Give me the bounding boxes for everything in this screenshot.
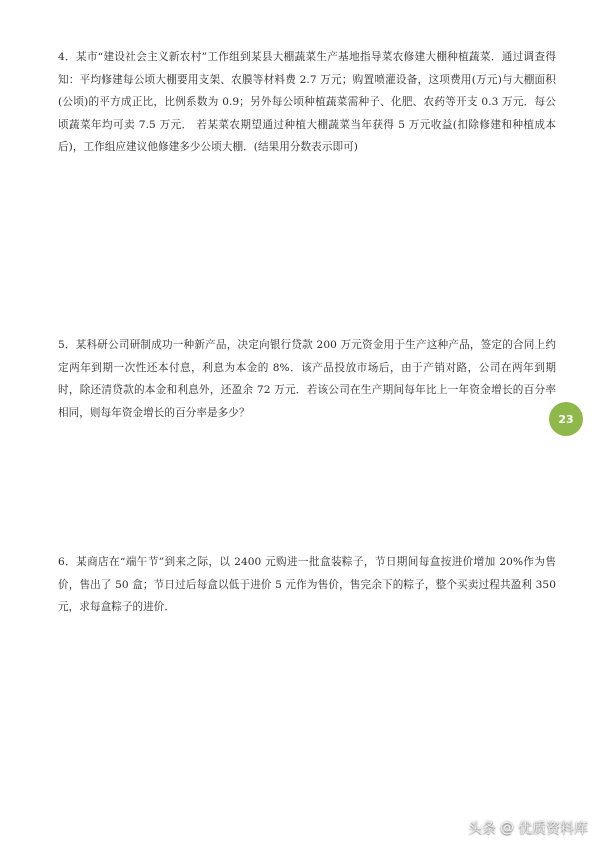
watermark xyxy=(468,818,588,838)
page-number-badge: 23 xyxy=(549,402,583,436)
problem-6: 6．某商店在“端午节”到来之际，以 2400 元购进一批盒装粽子，节日期间每盒按进价增加 20%作为售价，售出了 50 盒；节日过后每盒以低于进价 5 元作为售价，售完余下的粽子，整个买卖过程共盈利 350 元，求每盒粽子的进价． xyxy=(58,556,556,613)
at-icon: @ xyxy=(500,820,514,836)
watermark-name: 优质资料库 xyxy=(518,821,588,837)
watermark-prefix: 头条 xyxy=(468,821,496,837)
problem-5: 5．某科研公司研制成功一种新产品，决定向银行贷款 200 万元资金用于生产这种产品，签定的合同上约定两年到期一次性还本付息，利息为本金的 8%．该产品投放市场后，由于产销对路，公司在两年到期时，除还清贷款的本金和利息外，还盈余 72 万元．若该公司在生产期间每年比上一年资金增长的百分率相同，则每年资金增长的百分率是多少？ xyxy=(58,339,556,419)
problem-4: 4．某市“建设社会主义新农村”工作组到某县大棚蔬菜生产基地指导菜农修建大棚种植蔬菜．通过调查得知：平均修建每公顷大棚要用支架、农膜等材料费 2.7 万元；购置喷灌设备，这项费用(万元)与大棚面积(公顷)的平方成正比，比例系数为 0.9；另外每公顷种植蔬菜需种子、化肥、农药等开支 0.3 万元．每公顷蔬菜年均可卖 7.5 万元． 若某菜农期望通过种植大棚蔬菜当年获得 5 万元收益(扣除修建和种植成本后)，工作组应建议他修建多少公顷大棚．(结果用分数表示即可) xyxy=(58,51,556,153)
